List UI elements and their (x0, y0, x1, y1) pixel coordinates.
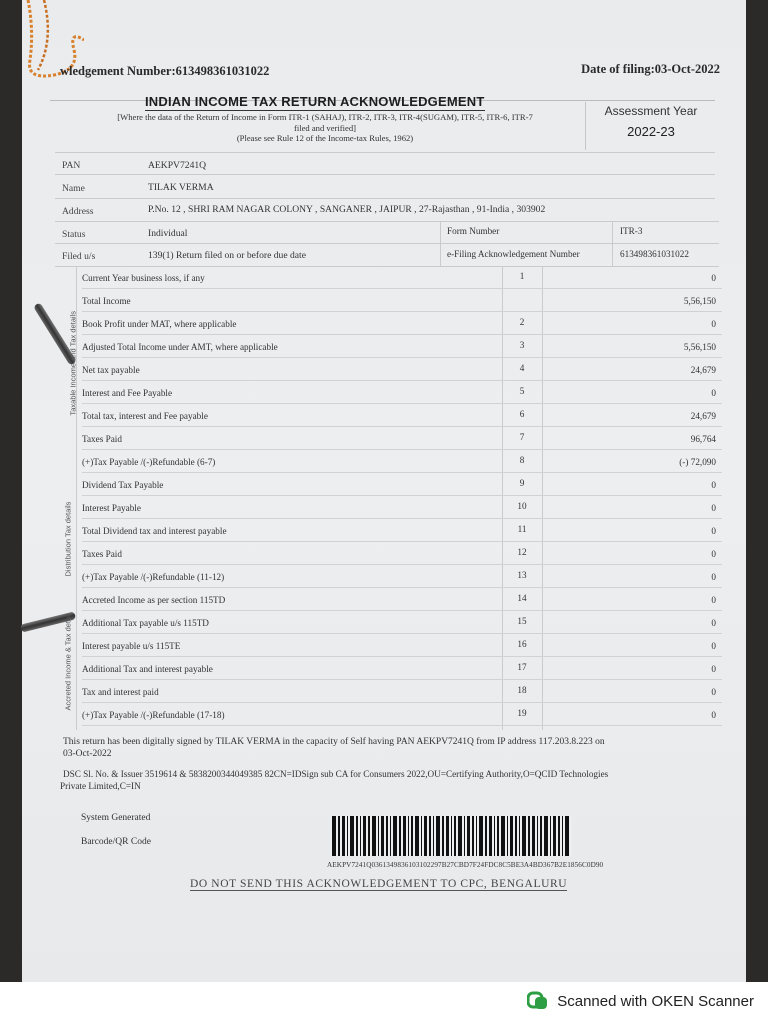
table-row (82, 657, 722, 680)
row-label: Additional Tax payable u/s 115TD (82, 618, 209, 628)
row-number: 17 (517, 662, 527, 672)
name-value: TILAK VERMA (148, 182, 214, 193)
table-row (82, 404, 722, 427)
row-label: Taxes Paid (82, 549, 122, 559)
table-row (82, 335, 722, 358)
row-amount: 0 (711, 480, 716, 490)
table-row (82, 565, 722, 588)
header-top-row (60, 62, 720, 82)
row-label: Book Profit under MAT, where applicable (82, 319, 237, 329)
row-label: Net tax payable (82, 365, 140, 375)
grid-line (55, 243, 719, 244)
oken-scanner-logo-icon (527, 991, 549, 1011)
table-row (82, 450, 722, 473)
address-value: P.No. 12 , SHRI RAM NAGAR COLONY , SANGANER , JAIPUR , 27-Rajasthan , 91-India , 303902 (148, 204, 546, 215)
signature-line-1: This return has been digitally signed by TILAK VERMA in the capacity of Self having PAN AEKPV7241Q from IP address 117.203.8.223 on (63, 737, 605, 747)
row-label: Interest Payable (82, 503, 141, 513)
title-note (70, 112, 580, 144)
row-amount: 0 (711, 273, 716, 283)
row-amount: 0 (711, 503, 716, 513)
title-note-line-3: (Please see Rule 12 of the Income-tax Rules, 1962) (236, 133, 414, 144)
row-number: 5 (519, 386, 525, 396)
system-generated-label: System Generated (81, 813, 151, 823)
row-number: 18 (517, 685, 527, 695)
status-label: Status (62, 229, 86, 240)
acknowledgement-number: wledgement Number:613498361031022 (60, 64, 270, 78)
row-amount: 96,764 (690, 434, 716, 444)
row-number: 2 (519, 317, 525, 327)
row-number: 11 (517, 524, 527, 534)
row-amount: 0 (711, 572, 716, 582)
row-amount: 0 (711, 595, 716, 605)
dsc-details-continued (60, 780, 720, 792)
row-number: 15 (517, 616, 527, 626)
row-number: 4 (519, 363, 525, 373)
row-amount: 0 (711, 618, 716, 628)
accreted-income-section-label: Accreted Income & Tax detail (63, 613, 73, 711)
grid-line (55, 152, 715, 153)
grid-line (55, 174, 715, 175)
row-number: 9 (519, 478, 525, 488)
row-label: Current Year business loss, if any (82, 273, 205, 283)
row-number: 1 (519, 271, 525, 281)
filed-us-label: Filed u/s (62, 251, 96, 262)
title-note-line-2: filed and verified] (293, 122, 357, 133)
barcode-image (330, 816, 572, 856)
row-amount: 5,56,150 (683, 296, 716, 306)
row-label: Tax and interest paid (82, 687, 159, 697)
title-note-line-1: [Where the data of the Return of Income in Form ITR-1 (SAHAJ), ITR-2, ITR-3, ITR-4(SUGAM), ITR-5, ITR-6, ITR-7 (117, 112, 533, 122)
address-label: Address (62, 206, 94, 217)
grid-line (612, 221, 613, 266)
table-row (82, 519, 722, 542)
row-divider (82, 725, 722, 726)
row-number: 14 (517, 593, 527, 603)
row-number: 7 (519, 432, 525, 442)
row-label: Interest payable u/s 115TE (82, 641, 181, 651)
table-row (82, 381, 722, 404)
row-label: Total Income (82, 296, 131, 306)
pan-label: PAN (62, 160, 81, 171)
table-row (82, 542, 722, 565)
row-label: Taxes Paid (82, 434, 122, 444)
assessment-year-divider (585, 102, 586, 150)
signature-line-2: 03-Oct-2022 (63, 749, 112, 759)
row-number: 16 (517, 639, 527, 649)
dsc-line-1: DSC Sl. No. & Issuer 3519614 & 5838200344049385 82CN=IDSign sub CA for Consumers 2022,OU=Certifying Authority,O=QCID Technologies (63, 769, 609, 779)
row-amount: 0 (711, 526, 716, 536)
row-number: 19 (517, 708, 527, 718)
table-row (82, 680, 722, 703)
section-border (76, 266, 77, 730)
date-of-filing: Date of filing:03-Oct-2022 (581, 62, 720, 76)
table-row (82, 312, 722, 335)
row-number: 10 (517, 501, 527, 511)
table-row (82, 611, 722, 634)
form-number-label: Form Number (447, 226, 500, 236)
row-label: Total Dividend tax and interest payable (82, 526, 227, 536)
row-amount: 0 (711, 549, 716, 559)
grid-line (440, 221, 441, 266)
row-amount: 0 (711, 710, 716, 720)
row-label: (+)Tax Payable /(-)Refundable (17-18) (82, 710, 225, 720)
row-amount: 0 (711, 664, 716, 674)
row-number: 12 (517, 547, 527, 557)
status-value: Individual (148, 228, 188, 239)
table-row (82, 634, 722, 657)
name-label: Name (62, 183, 85, 194)
table-row (82, 427, 722, 450)
barcode-label: Barcode/QR Code (81, 837, 151, 847)
efiling-ack-label: e-Filing Acknowledgement Number (447, 249, 580, 259)
row-amount: 0 (711, 319, 716, 329)
row-amount: 5,56,150 (683, 342, 716, 352)
grid-line (55, 221, 719, 222)
row-number: 6 (519, 409, 525, 419)
table-row (82, 588, 722, 611)
taxable-income-section-label: Taxable Income and Tax details (68, 310, 78, 416)
row-amount: 0 (711, 687, 716, 697)
dsc-details (63, 768, 723, 780)
row-number: 3 (519, 340, 525, 350)
form-number-value: ITR-3 (620, 226, 643, 236)
row-amount: 0 (711, 388, 716, 398)
distribution-tax-section-label: Distribution Tax details (63, 501, 73, 577)
filed-us-value: 139(1) Return filed on or before due date (148, 250, 306, 261)
row-label: Dividend Tax Payable (82, 480, 164, 490)
row-amount: 0 (711, 641, 716, 651)
efiling-ack-value: 613498361031022 (620, 249, 689, 259)
assessment-year-value: 2022-23 (627, 124, 675, 139)
row-amount: 24,679 (690, 365, 716, 375)
table-row (82, 496, 722, 519)
row-label: Interest and Fee Payable (82, 388, 173, 398)
pan-value: AEKPV7241Q (148, 160, 207, 171)
row-amount: (-) 72,090 (679, 457, 716, 467)
row-number: 13 (517, 570, 527, 580)
dsc-line-2: Private Limited,C=IN (60, 781, 141, 791)
scanner-watermark (527, 990, 754, 1012)
scanner-watermark-text: Scanned with OKEN Scanner (557, 992, 754, 1010)
table-row (82, 358, 722, 381)
row-label: Adjusted Total Income under AMT, where applicable (82, 342, 278, 352)
row-label: Additional Tax and interest payable (82, 664, 213, 674)
row-label: (+)Tax Payable /(-)Refundable (6-7) (82, 457, 216, 467)
row-label: Accreted Income as per section 115TD (82, 595, 226, 605)
grid-line (55, 198, 715, 199)
row-number: 8 (519, 455, 525, 465)
barcode-text: AEKPV7241Q0361349836103102297B27CBD7F24FDC8C5BE3A4BD367B2E1856C0D90 (327, 861, 604, 869)
table-row (82, 703, 722, 726)
table-row (82, 266, 722, 289)
do-not-send-notice: DO NOT SEND THIS ACKNOWLEDGEMENT TO CPC, BENGALURU (190, 878, 568, 890)
assessment-year-label: Assessment Year (604, 104, 698, 118)
row-label: Total tax, interest and Fee payable (82, 411, 208, 421)
digital-signature-statement (63, 736, 723, 760)
table-row (82, 289, 722, 312)
row-amount: 24,679 (690, 411, 716, 421)
row-label: (+)Tax Payable /(-)Refundable (11-12) (82, 572, 225, 582)
page-title: INDIAN INCOME TAX RETURN ACKNOWLEDGEMENT (145, 94, 485, 109)
table-row (82, 473, 722, 496)
